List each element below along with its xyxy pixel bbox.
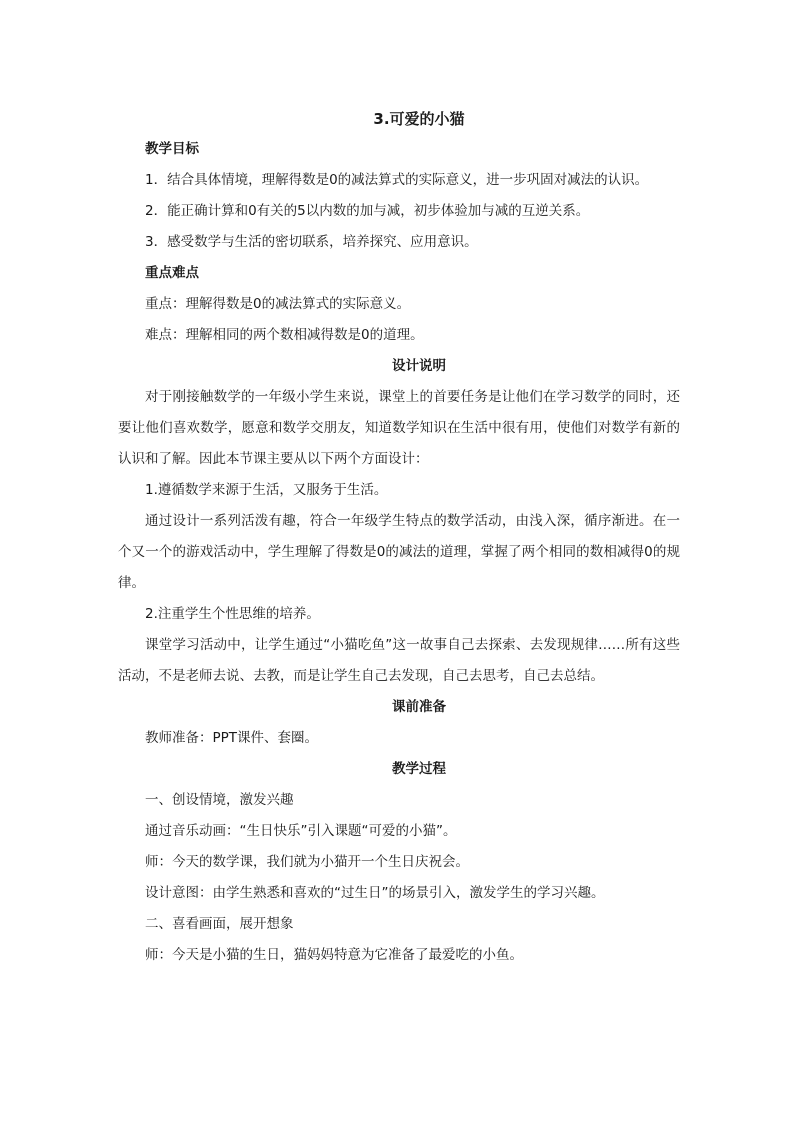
key-point: 重点：理解得数是0的减法算式的实际意义。 <box>145 296 411 312</box>
goal-item-3: 3．感受数学与生活的密切联系，培养探究、应用意识。 <box>145 234 478 250</box>
process-step-1-heading: 一、创设情境，激发兴趣 <box>145 792 294 808</box>
difficult-point: 难点：理解相同的两个数相减得数是0的道理。 <box>145 327 424 343</box>
process-step-2-heading: 二、喜看画面，展开想象 <box>145 916 294 932</box>
section-heading-key-points: 重点难点 <box>145 265 199 281</box>
design-point-1: 1.遵循数学来源于生活，又服务于生活。 <box>145 482 388 498</box>
design-point-2: 2.注重学生个性思维的培养。 <box>145 606 320 622</box>
goal-item-1: 1．结合具体情境，理解得数是0的减法算式的实际意义，进一步巩固对减法的认识。 <box>145 172 649 188</box>
process-step-2-line-1: 师：今天是小猫的生日，猫妈妈特意为它准备了最爱吃的小鱼。 <box>145 947 523 963</box>
goal-item-2: 2．能正确计算和0有关的5以内数的加与减，初步体验加与减的互逆关系。 <box>145 203 590 219</box>
section-heading-design: 设计说明 <box>392 358 446 374</box>
section-heading-process: 教学过程 <box>392 761 446 777</box>
design-intro-paragraph: 对于刚接触数学的一年级小学生来说，课堂上的首要任务是让他们在学习数学的同时，还要让他们喜欢数学，愿意和数学交朋友，知道数学知识在生活中很有用，使他们对数学有新的认识和了解。因此本节课主要从以下两个方面设计： <box>118 389 680 467</box>
document-body <box>118 104 680 971</box>
process-step-1-line-1: 通过音乐动画：“生日快乐”引入课题“可爱的小猫”。 <box>145 823 457 839</box>
prep-text: 教师准备：PPT课件、套圈。 <box>145 730 319 746</box>
design-point-1-paragraph: 通过设计一系列活泼有趣，符合一年级学生特点的数学活动，由浅入深，循序渐进。在一个又一个的游戏活动中，学生理解了得数是0的减法的道理，掌握了两个相同的数相减得0的规律。 <box>118 513 680 591</box>
document-title: 3.可爱的小猫 <box>373 110 465 128</box>
section-heading-goals: 教学目标 <box>145 141 199 157</box>
process-step-1-line-3: 设计意图：由学生熟悉和喜欢的“过生日”的场景引入，激发学生的学习兴趣。 <box>145 885 605 901</box>
section-heading-prep: 课前准备 <box>392 699 446 715</box>
process-step-1-line-2: 师：今天的数学课，我们就为小猫开一个生日庆祝会。 <box>145 854 469 870</box>
design-point-2-paragraph: 课堂学习活动中，让学生通过“小猫吃鱼”这一故事自己去探索、去发现规律……所有这些活动，不是老师去说、去教，而是让学生自己去发现，自己去思考，自己去总结。 <box>118 637 680 684</box>
